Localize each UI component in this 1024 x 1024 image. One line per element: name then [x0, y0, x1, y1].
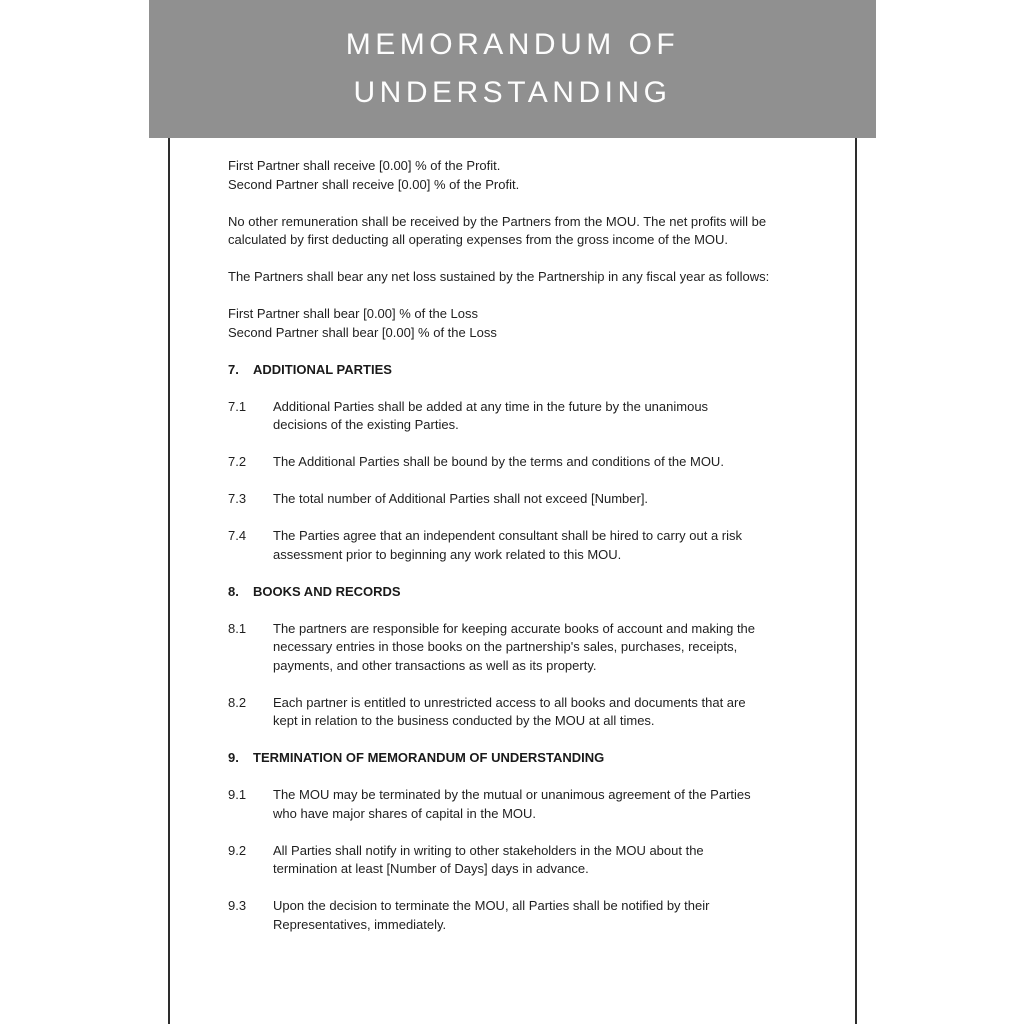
- paragraph-profit-shares: [228, 157, 776, 194]
- clause-9-2: [228, 842, 798, 879]
- clause-text: The Parties agree that an independent consultant shall be hired to carry out a risk assessment prior to beginning any work related to this MOU.: [273, 528, 743, 562]
- section-number: 7.: [228, 361, 239, 377]
- profit-line-second: Second Partner shall receive [0.00] % of the Profit.: [228, 176, 520, 192]
- clause-7-1: [228, 398, 798, 435]
- loss-line-second: Second Partner shall bear [0.00] % of the Loss: [228, 324, 497, 340]
- clause-number: 7.4: [228, 528, 247, 543]
- clause-text: The total number of Additional Parties shall not exceed [Number].: [273, 491, 649, 506]
- clause-8-1: [228, 620, 798, 676]
- loss-line-first: First Partner shall bear [0.00] % of the Loss: [228, 306, 479, 321]
- clause-text: Each partner is entitled to unrestricted access to all books and documents that are kept in relation to the business conducted by the MOU at all times.: [273, 694, 746, 728]
- clause-text: Additional Parties shall be added at any time in the future by the unanimous decisions of the existing Parties.: [273, 398, 709, 432]
- section-title: TERMINATION OF MEMORANDUM OF UNDERSTANDING: [253, 750, 605, 765]
- clause-9-3: [228, 897, 798, 934]
- clause-text: The Additional Parties shall be bound by the terms and conditions of the MOU.: [273, 454, 724, 469]
- document-body: [228, 157, 798, 953]
- clause-number: 9.1: [228, 787, 247, 802]
- profit-line-first: First Partner shall receive [0.00] % of the Profit.: [228, 158, 501, 173]
- clause-number: 9.2: [228, 842, 247, 858]
- clause-number: 8.2: [228, 694, 247, 710]
- clause-text: All Parties shall notify in writing to other stakeholders in the MOU about the termination at least [Number of Days] days in advance.: [273, 842, 704, 876]
- clause-number: 7.2: [228, 454, 247, 469]
- section-title: BOOKS AND RECORDS: [253, 583, 401, 599]
- title-banner: [149, 0, 876, 138]
- clause-number: 7.3: [228, 491, 247, 506]
- paragraph-loss-shares: [228, 305, 776, 342]
- section-heading-termination: [228, 749, 798, 768]
- paragraph-loss-intro: The Partners shall bear any net loss sustained by the Partnership in any fiscal year as follows:: [228, 269, 770, 284]
- clause-number: 8.1: [228, 620, 247, 636]
- clause-7-2: [228, 453, 798, 472]
- section-heading-books-and-records: [228, 583, 798, 602]
- clause-text: The MOU may be terminated by the mutual or unanimous agreement of the Parties who have major shares of capital in the MOU.: [273, 787, 751, 821]
- clause-7-4: [228, 527, 798, 564]
- clause-number: 9.3: [228, 898, 247, 913]
- section-title: ADDITIONAL PARTIES: [253, 361, 392, 377]
- clause-9-1: [228, 786, 798, 823]
- page-border-left: [168, 138, 170, 1024]
- clause-text: The partners are responsible for keeping accurate books of account and making the necessary entries in those books on the partnership's sales, purchases, receipts, payments, and other transactions as well as its property.: [273, 620, 756, 673]
- clause-text: Upon the decision to terminate the MOU, all Parties shall be notified by their Representatives, immediately.: [273, 898, 710, 932]
- clause-7-3: [228, 490, 798, 509]
- paragraph-remuneration: No other remuneration shall be received by the Partners from the MOU. The net profits will be calculated by first deducting all operating expenses from the gross income of the MOU.: [228, 213, 767, 247]
- section-heading-additional-parties: [228, 361, 798, 380]
- clause-8-2: [228, 694, 798, 731]
- section-number: 9.: [228, 750, 239, 765]
- clause-number: 7.1: [228, 398, 247, 414]
- section-number: 8.: [228, 583, 239, 599]
- document-title: MEMORANDUM OF UNDERSTANDING: [345, 28, 680, 109]
- page-border-right: [855, 138, 857, 1024]
